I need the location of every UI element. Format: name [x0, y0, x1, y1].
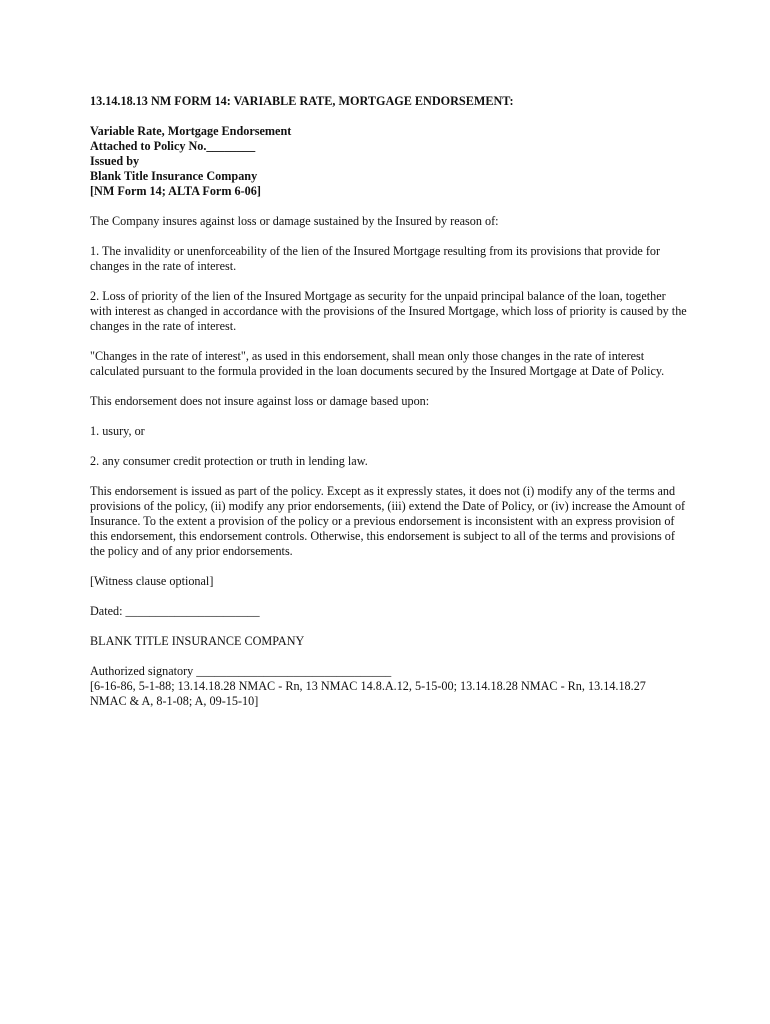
- exclusion-intro: This endorsement does not insure against loss or damage based upon:: [90, 394, 430, 408]
- document-page: [90, 94, 690, 709]
- history-note-line-2: NMAC & A, 8-1-08; A, 09-15-10]: [90, 694, 259, 708]
- history-note-line-1: [6-16-86, 5-1-88; 13.14.18.28 NMAC - Rn, 13 NMAC 14.8.A.12, 5-15-00; 13.14.18.28 NMAC - Rn, 13.14.18.27: [90, 679, 646, 693]
- coverage-item-1: 1. The invalidity or unenforceability of the lien of the Insured Mortgage resulting from its provisions that provide for changes in the rate of interest.: [90, 244, 661, 273]
- issued-by-line: Issued by: [90, 154, 140, 168]
- company-signature-name: BLANK TITLE INSURANCE COMPANY: [90, 634, 305, 648]
- document-heading: 13.14.18.13 NM FORM 14: VARIABLE RATE, MORTGAGE ENDORSEMENT:: [90, 94, 514, 108]
- signature-block: [90, 664, 690, 709]
- form-reference-line: [NM Form 14; ALTA Form 6-06]: [90, 184, 261, 198]
- authorized-signatory-line: Authorized signatory ________________________________: [90, 664, 392, 678]
- definition-paragraph: "Changes in the rate of interest", as used in this endorsement, shall mean only those changes in the rate of interest calculated pursuant to the formula provided in the loan documents secured by the Insured Mortgage at Date of Policy.: [90, 349, 665, 378]
- exclusion-item-1: 1. usury, or: [90, 424, 145, 438]
- issued-clause-paragraph: This endorsement is issued as part of the policy. Except as it expressly states, it does not (i) modify any of the terms and provisions of the policy, (ii) modify any prior endorsements, (iii) extend the Date of Policy, or (iv) increase the Amount of Insurance. To the extent a provision of the policy or a previous endorsement is inconsistent with an express provision of this endorsement, this endorsement controls. Otherwise, this endorsement is subject to all of the terms and provisions of the policy and of any prior endorsements.: [90, 484, 686, 558]
- company-name-line: Blank Title Insurance Company: [90, 169, 258, 183]
- coverage-item-2: 2. Loss of priority of the lien of the Insured Mortgage as security for the unpaid principal balance of the loan, together with interest as changed in accordance with the provisions of the Insured Mortgage, which loss of priority is caused by the changes in the rate of interest.: [90, 289, 687, 333]
- witness-clause: [Witness clause optional]: [90, 574, 214, 588]
- policy-number-line: Attached to Policy No.________: [90, 139, 256, 153]
- dated-line: Dated: ______________________: [90, 604, 260, 618]
- endorsement-title: Variable Rate, Mortgage Endorsement: [90, 124, 292, 138]
- intro-paragraph: The Company insures against loss or damage sustained by the Insured by reason of:: [90, 214, 499, 228]
- exclusion-item-2: 2. any consumer credit protection or truth in lending law.: [90, 454, 368, 468]
- endorsement-header: [90, 124, 690, 199]
